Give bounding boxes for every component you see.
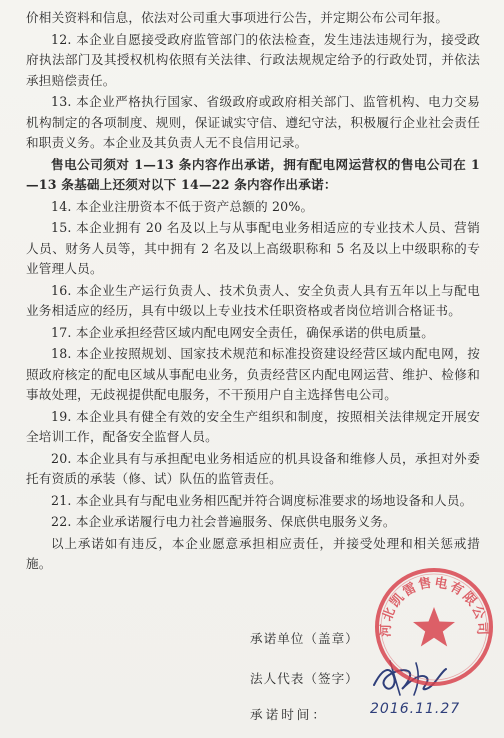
paragraph-commitment-scope: 售电公司须对 1—13 条内容作出承诺，拥有配电网运营权的售电公司在 1—13 条基础上还须对以下 14—22 条内容作出承诺： [26,156,480,192]
company-seal-stamp [372,565,496,689]
paragraph-16: 16. 本企业生产运行负责人、技术负责人、安全负责人具有五年以上与配电业务相适应的经历，具有中级以上专业技术任职资格或者岗位培训合格证书。 [26,282,480,318]
commit-time-label: 承诺时间： [250,707,328,722]
seal-text: 河北凯雷售电有限公司 [378,575,490,638]
document-body [26,8,480,576]
handwritten-date: 2016.11.27 [370,701,461,717]
paragraph-17: 17. 本企业承担经营区域内配电网安全责任，确保承诺的供电质量。 [51,324,435,340]
paragraph-12: 12. 本企业自愿接受政府监管部门的依法检查，发生违法违规行为，接受政府执法部门及其授权机构依照有关法律、行政法规规定给予的行政处罚，并依法承担赔偿责任。 [26,31,480,88]
paragraph-13: 13. 本企业严格执行国家、省级政府或政府相关部门、监管机构、电力交易机构制定的各项制度、规则，保证诚实守信、遵纪守法，积极履行企业社会责任和职责义务。本企业及其负责人无不良信用记录。 [26,94,480,150]
legal-rep-label: 法人代表（签字） [250,671,359,686]
paragraph-18: 18. 本企业按照规划、国家技术规范和标准投资建设经营区域内配电网，按照政府核定的配电区域从事配电业务，负责经营区内配电网运营、维护、检修和事故处理，无歧视提供配电服务，不干预用户自主选择售电公司。 [26,346,480,402]
paragraph-19: 19. 本企业具有健全有效的安全生产组织和制度，按照相关法律规定开展安全培训工作，配备安全监督人员。 [26,408,480,444]
paragraph-15: 15. 本企业拥有 20 名及以上与从事配电业务相适应的专业技术人员、营销人员、财务人员等，其中拥有 2 名及以上高级职称和 5 名及以上中级职称的专业管理人员。 [26,220,480,276]
paragraph-20: 20. 本企业具有与承担配电业务相适应的机具设备和维修人员，承担对外委托有资质的承装（修、试）队伍的监管责任。 [26,450,480,486]
paragraph-continued: 价相关资料和信息，依法对公司重大事项进行公告，并定期公布公司年报。 [26,10,449,25]
paragraph-22: 22. 本企业承诺履行电力社会普遍服务、保底供电服务义务。 [51,514,396,529]
paragraph-14: 14. 本企业注册资本不低于资产总额的 20%。 [51,198,314,214]
commit-unit-label: 承诺单位（盖章） [250,631,359,646]
paragraph-closing: 以上承诺如有违反，本企业愿意承担相应责任，并接受处理和相关惩戒措施。 [26,535,480,571]
paragraph-21: 21. 本企业具有与配电业务相匹配并符合调度标准要求的场地设备和人员。 [51,492,473,508]
seal-star-icon [413,607,455,647]
